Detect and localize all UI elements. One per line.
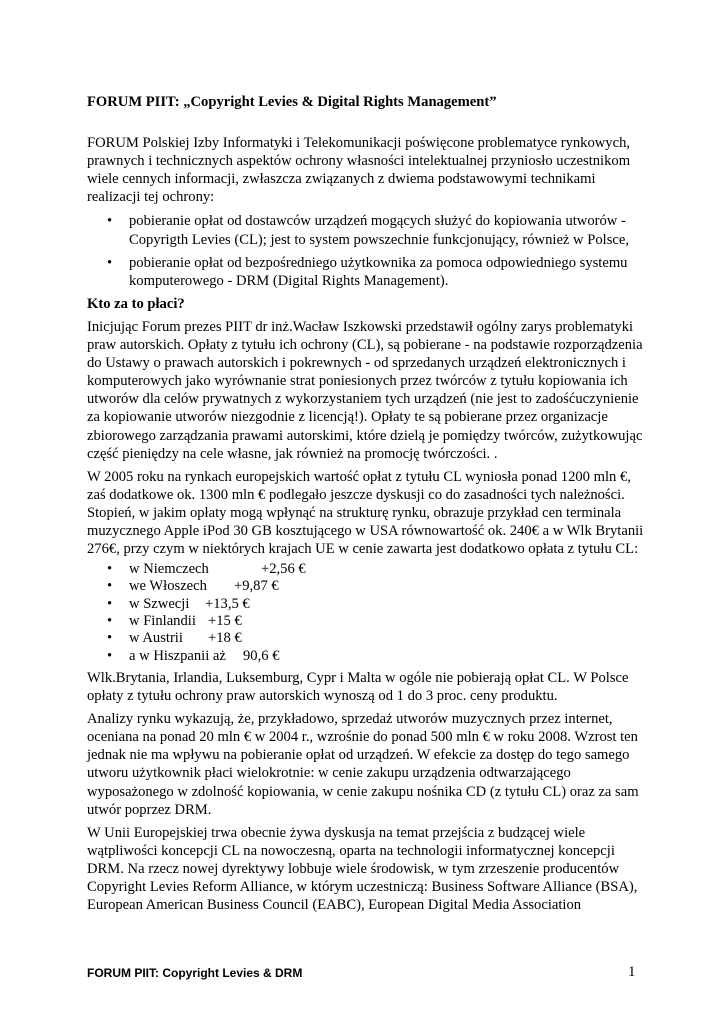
paragraph-4: Analizy rynku wykazują, że, przykładowo, sprzedaż utworów muzycznych przez internet, oceniana na ponad 20 mln € w 2004 r., wzrośnie do ponad 500 mln € w roku 2008. Wzrost ten jednak nie ma wpływu na pobieranie opłat od urządzeń. W efekcie za dostęp do tego samego utworu użytkownik płaci wielokrotnie: w cenie zakupu urządzenia odtwarzającego wyposażonego w zdolność kopiowania, w cenie zakupu nośnika CD (z tytułu CL) oraz za sam utwór poprzez DRM. xyxy=(87,711,639,818)
fee-country: we Włoszech xyxy=(129,578,207,595)
document-body xyxy=(87,93,647,914)
fee-item xyxy=(87,560,647,577)
list-item: • pobieranie opłat od dostawców urządzeń mogących służyć do kopiowania utworów - Copyrigth Levies (CL); jest to system powszechnie funkcjonujący, również w Polsce, xyxy=(87,212,647,248)
fee-item xyxy=(87,595,647,612)
fee-country: w Niemczech xyxy=(129,561,209,578)
fee-country: w Szwecji xyxy=(129,595,190,612)
fee-amount: +15 € xyxy=(208,613,242,630)
document-title: FORUM PIIT: „Copyright Levies & Digital Rights Management” xyxy=(87,94,497,110)
paragraph-1: Inicjując Forum prezes PIIT dr inż.Wacław Iszkowski przedstawił ogólny zarys problematyki praw autorskich. Opłaty z tytułu ich ochrony (CL), są pobierane - na podstawie rozporządzenia do Ustawy o prawach autorskich i pokrewnych - od sprzedanych urządzeń elektronicznych i komputerowych jako wyrównanie strat poniesionych przez twórców z tytułu kopiowania ich utworów dla celów prywatnych z wykorzystaniem tych urządzeń (nie jest to zadośćuczynienie za kopiowanie utworów niezgodnie z licencją!). Opłaty te są pobierane przez organizacje zbiorowego zarządzania prawami autorskimi, które dzielą je pomiędzy twórców, zużytkowując część pieniędzy na cele własne, jak również na promocję twórczości. . xyxy=(87,318,643,462)
intro-paragraph: FORUM Polskiej Izby Informatyki i Telekomunikacji poświęcone problematyce rynkowych, prawnych i technicznych aspektów ochrony własności intelektualnej przyniosło uczestnikom wiele cennych informacji, zwłaszcza związanych z dwiema podstawowymi technikami realizacji tej ochrony: xyxy=(87,135,631,206)
fee-amount: +13,5 € xyxy=(205,595,250,612)
section-heading: Kto za to płaci? xyxy=(87,295,185,312)
fee-item xyxy=(87,629,647,646)
fee-country: w Austrii xyxy=(129,630,183,647)
fee-amount: 90,6 € xyxy=(243,647,280,664)
fee-amount: +9,87 € xyxy=(234,578,279,595)
fee-country: w Finlandii xyxy=(129,613,196,630)
fee-list xyxy=(87,560,647,664)
page-number: 1 xyxy=(628,964,636,980)
paragraph-2: W 2005 roku na rynkach europejskich wartość opłat z tytułu CL wyniosła ponad 1200 mln €, zaś dodatkowe ok. 1300 mln € podlegało jeszcze dyskusji co do zasadności tych należności. Stopień, w jakim opłaty mogą wpłynąć na strukturę rynku, obrazuje przykład cen terminala muzycznego Apple iPod 30 GB kosztującego w USA równowartość ok. 240€ a w Wlk Brytanii 276€, przy czym w niektórych krajach UE w cenie zawarta jest dodatkowo opłata z tytułu CL: xyxy=(87,468,644,558)
fee-item xyxy=(87,647,647,664)
fee-item xyxy=(87,612,647,629)
list-item: • pobieranie opłat od bezpośredniego użytkownika za pomoca odpowiedniego systemu komputerowego - DRM (Digital Rights Management). xyxy=(87,254,647,290)
fee-country: a w Hiszpanii aż xyxy=(129,647,226,664)
fee-item xyxy=(87,577,647,594)
technique-list xyxy=(87,212,647,289)
paragraph-5: W Unii Europejskiej trwa obecnie żywa dyskusja na temat przejścia z budzącej wiele wątpliwości koncepcji CL na nowoczesną, oparta na technologii informatycznej koncepcji DRM. Na rzecz nowej dyrektywy lobbuje wiele środowisk, w tym zrzeszenie producentów Copyright Levies Reform Alliance, w którym uczestniczą: Business Software Alliance (BSA), European American Business Council (EABC), European Digital Media Association xyxy=(87,824,638,914)
fee-amount: +2,56 € xyxy=(261,561,306,578)
fee-amount: +18 € xyxy=(208,630,242,647)
paragraph-3: Wlk.Brytania, Irlandia, Luksemburg, Cypr i Malta w ogóle nie pobierają opłat CL. W Polsce opłaty z tytułu ochrony praw autorskich wynoszą od 1 do 3 proc. ceny produktu. xyxy=(87,669,629,705)
page-footer: FORUM PIIT: Copyright Levies & DRM xyxy=(87,966,303,980)
